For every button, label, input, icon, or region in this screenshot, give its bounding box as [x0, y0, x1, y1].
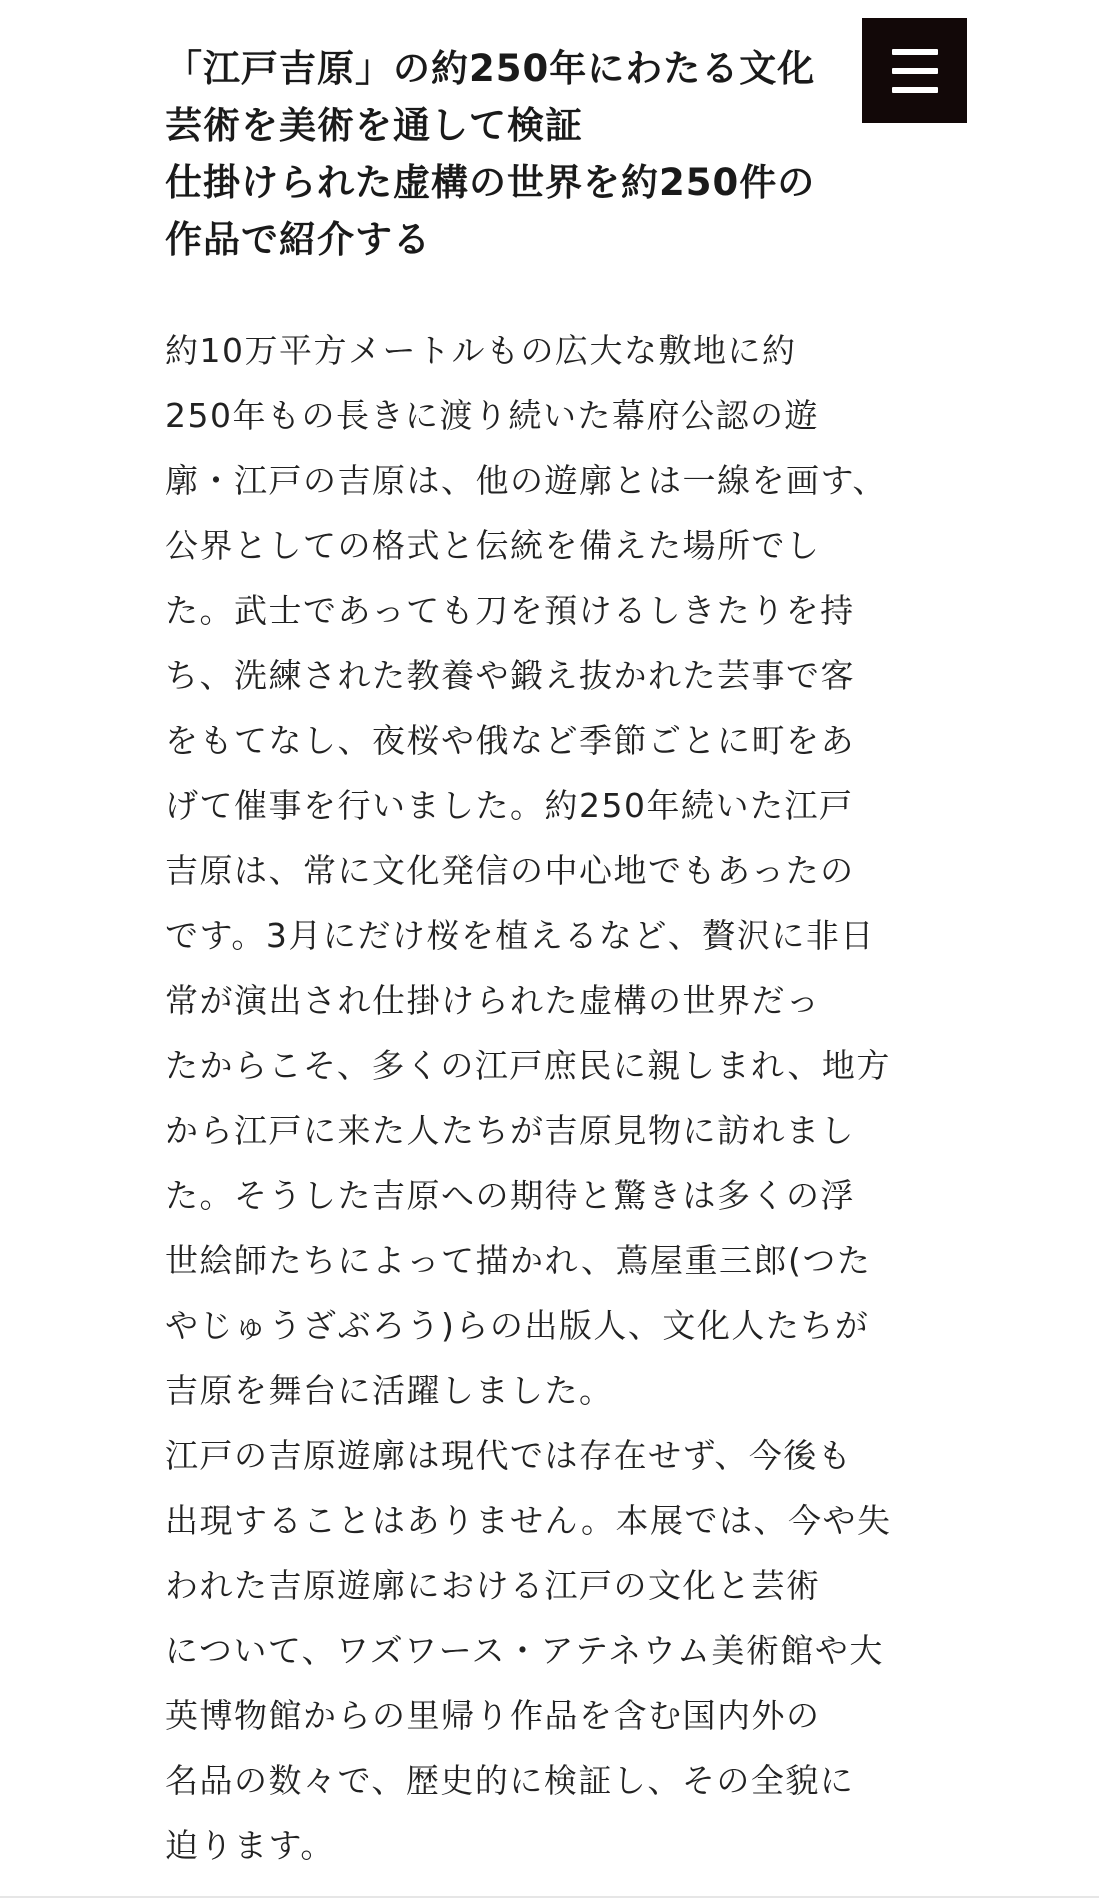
heading-line: 芸術を美術を通して検証 [165, 104, 583, 147]
divider [0, 1896, 1099, 1898]
body-line: 出現することはありません。本展では、今や失 [165, 1501, 892, 1540]
hamburger-menu-icon [892, 49, 938, 55]
body-line: 約10万平方メートルもの広大な敷地に約 [165, 331, 797, 370]
body-line: をもてなし、夜桜や俄など季節ごとに町をあ [165, 721, 855, 760]
heading-line: 「江戸吉原」の約250年にわたる文化 [165, 47, 816, 90]
article-content [165, 40, 955, 1878]
heading-line: 仕掛けられた虚構の世界を約250件の [165, 161, 816, 204]
body-line: たからこそ、多くの江戸庶民に親しまれ、地方 [165, 1046, 891, 1085]
body-paragraph [165, 318, 955, 1878]
body-line: た。そうした吉原への期待と驚きは多くの浮 [165, 1176, 855, 1215]
body-line: 迫ります。 [165, 1826, 335, 1865]
body-line: から江戸に来た人たちが吉原見物に訪れまし [165, 1111, 855, 1150]
section-heading [165, 40, 955, 268]
body-line: 吉原は、常に文化発信の中心地でもあったの [165, 851, 855, 890]
hamburger-menu-icon [892, 68, 938, 74]
body-line: 名品の数々で、歴史的に検証し、その全貌に [165, 1761, 855, 1800]
body-line: 江戸の吉原遊廓は現代では存在せず、今後も [165, 1436, 853, 1475]
heading-line: 作品で紹介する [165, 218, 431, 261]
menu-button[interactable] [862, 18, 967, 123]
body-line: 公界としての格式と伝統を備えた場所でし [165, 526, 821, 565]
body-line: た。武士であっても刀を預けるしきたりを持 [165, 591, 855, 630]
body-line: げて催事を行いました。約250年続いた江戸 [165, 786, 854, 825]
hamburger-menu-icon [892, 87, 938, 93]
body-line: です。3月にだけ桜を植えるなど、贅沢に非日 [165, 916, 875, 955]
body-line: やじゅうざぶろう)らの出版人、文化人たちが [165, 1306, 870, 1345]
body-line: 廓・江戸の吉原は、他の遊廓とは一線を画す、 [165, 461, 887, 500]
body-line: 常が演出され仕掛けられた虚構の世界だっ [165, 981, 821, 1020]
body-line: 吉原を舞台に活躍しました。 [165, 1371, 614, 1410]
body-line: ち、洗練された教養や鍛え抜かれた芸事で客 [165, 656, 855, 695]
body-line: われた吉原遊廓における江戸の文化と芸術 [165, 1566, 821, 1605]
body-line: 世絵師たちによって描かれ、蔦屋重三郎(つた [165, 1241, 872, 1280]
body-line: について、ワズワース・アテネウム美術館や大 [165, 1631, 884, 1670]
body-line: 英博物館からの里帰り作品を含む国内外の [165, 1696, 821, 1735]
body-line: 250年もの長きに渡り続いた幕府公認の遊 [165, 396, 819, 435]
